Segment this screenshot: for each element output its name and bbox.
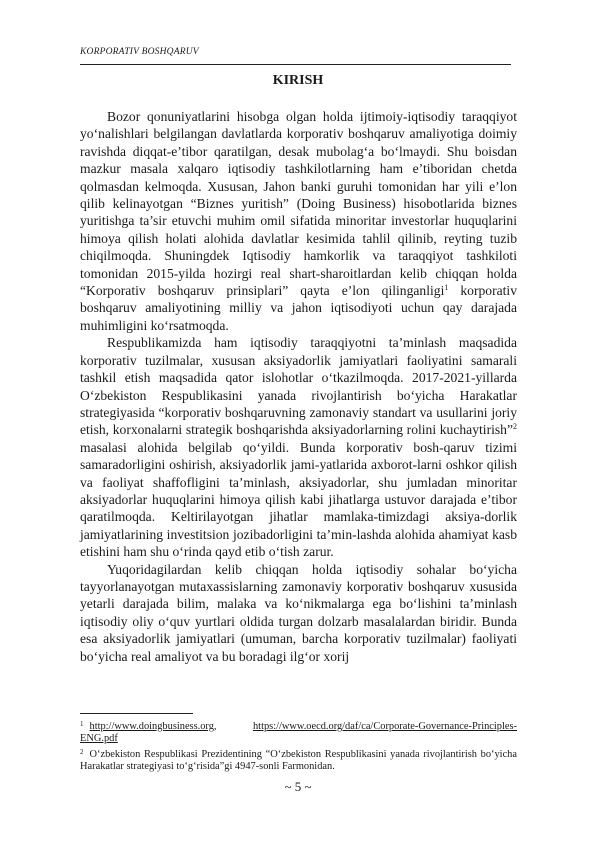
paragraph-2-text-cont: masalasi alohida belgilab qo‘yildi. Bunda korporativ bosh-qaruv tizimi samaradorligini oshirish, aksiyadorlik jami-yatlarida axborot-larni oshkor qilish va faoliyat shaffofligini ta’minlash, aksiyadorlar, shu jumladan minoritar aksiyadorlar huquqlarini himoya qilish kabi jihatlarga ustuvor darajada e’tibor qaratilmoqda. Keltirilayotgan jihatlar mamlaka-timizdagi aksiya-dorlik jamiyatlarining investitsion jozibadorligini ta’min-lashda alohida ahamiyat kasb etishini ham shu o‘rinda qayd etib o‘tish zarur. [80,439,517,560]
paragraph-2-text: Respublikamizda ham iqtisodiy taraqqiyotni ta’minlash maqsadida korporativ tuzilmalar, xususan aksiyadorlik jamiyatlari faoliyatini samarali tashkil etish maqsadida qator islohotlar o‘tkazilmoqda. 2017-2021-yillarda O‘zbekiston Respublikasini yanada rivojlantirish bo‘yicha Harakatlar strategiyasida “korporativ boshqaruvning zamonaviy standart va usullarini joriy etish, korxonalarni strategik boshqarishda aksiyadorlarning rolini kuchaytirish” [80,335,517,438]
footnote-1-link-oecd[interactable]: https://www.oecd.org/daf/ca/Corporate-Governance-Principles-ENG.pdf [80,721,517,745]
footnote-1-link-doingbusiness[interactable]: http://www.doingbusiness.org [89,721,214,732]
paragraph-1 [80,108,517,334]
footnote-2-number: 2 [80,747,84,756]
running-header: KORPORATIV BOSHQARUV [80,47,199,57]
footnote-1-separator: , [213,721,253,732]
paragraph-1-text-cont: korporativ boshqaruv amaliyotining milliy va jahon iqtisodiyoti uchun qay darajada muhimligini ko‘rsatmoqda. [80,283,518,333]
footnote-1-number: 1 [80,720,84,728]
footnote-2 [80,746,517,774]
footnote-2-text: O‘zbekiston Respublikasi Prezidentining “O‘zbekiston Respublikasini yanada rivojlantirish bo‘yicha Harakatlar strategiyasi to‘g‘risida”gi 4947-sonli Farmonidan. [80,748,517,772]
footnotes [80,718,517,773]
footnote-1 [80,718,517,746]
body-text [80,108,517,665]
footnote-ref-2[interactable]: 2 [513,422,517,432]
header-rule [80,64,511,65]
paragraph-1-text: Bozor qonuniyatlarini hisobga olgan holda ijtimoiy-iqtisodiy taraqqiyot yo‘nalishlari belgilangan davlatlarda korporativ boshqaruv amaliyotiga doimiy ravishda diqqat-e’tibor qaratilgan, desak mubolag‘a bo‘lmaydi. Shu boisdan mazkur masala xalqaro iqtisodiy tashkilotlarning ham e’tiboridan chetda qolmasdan kelmoqda. Xususan, Jahon banki guruhi tomonidan har yili e’lon qilib kelinayotgan “Biznes yuritish” (Doing Business) hisobotlarida biznes yuritishga ta’sir etuvchi muhim omil sifatida minoritar investorlar huquqlarini himoya qilish holati alohida davlatlar kesimida tahlil qilinib, reyting tuzib chiqilmoqda. Shuningdek Iqtisodiy hamkorlik va taraqqiyot tashkiloti tomonidan 2015-yilda hozirgi real shart-sharoitlardan kelib chiqqan holda “Korporativ boshqaruv prinsiplari” qayta e’lon qilinganligi [80,109,517,299]
paragraph-3: Yuqoridagilardan kelib chiqqan holda iqtisodiy sohalar bo‘yicha tayyorlanayotgan mutaxassislarning zamonaviy korporativ boshqaruv xususida yetarli darajada bilim, malaka va ko‘nikmalarga ega bo‘lishini ta’minlash iqtisodiy oliy o‘quv yurtlari oldida turgan dolzarb masalalardan biridir. Bunda esa aksiyadorlik jamiyatlari (umuman, barcha korporativ tuzilmalar) faoliyati bo‘yicha real amaliyot va bu boradagi ilg‘or xorij [80,561,517,664]
footnote-rule [80,713,193,714]
footnote-ref-1[interactable]: 1 [444,283,449,293]
paragraph-2 [80,334,517,560]
page-number: ~ 5 ~ [284,779,312,794]
page-title: KIRISH [272,73,324,88]
